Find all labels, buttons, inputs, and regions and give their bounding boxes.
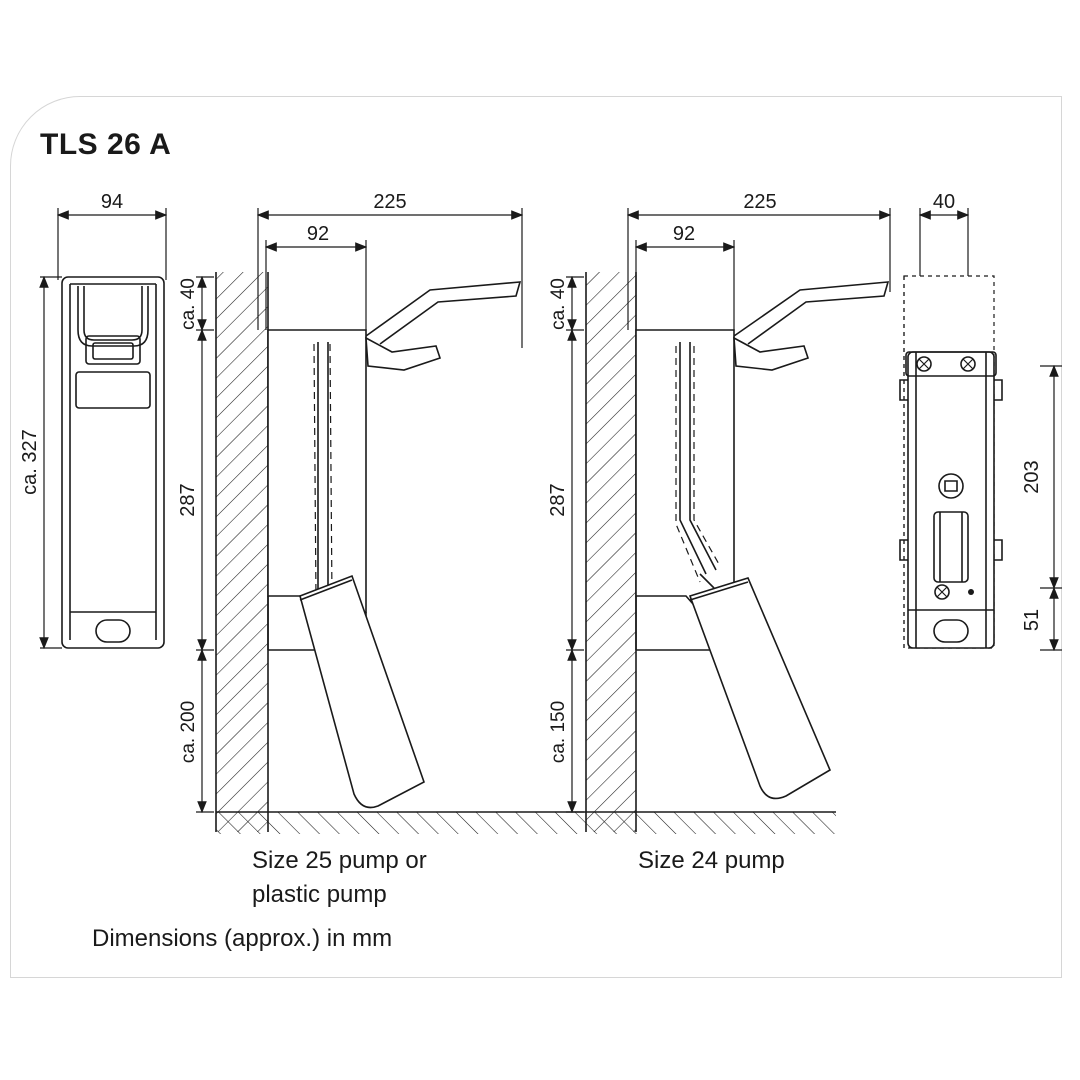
footnote: Dimensions (approx.) in mm <box>92 925 393 952</box>
caption-size-25-line1: Size 25 pump or <box>252 847 427 874</box>
page-title: TLS 26 A <box>40 128 172 161</box>
side-view-size-24-group <box>547 191 890 832</box>
side24-top-gap-label: ca. 40 <box>548 278 569 330</box>
side25-depth-total-label: 225 <box>373 191 407 213</box>
caption-size-24: Size 24 pump <box>638 847 785 874</box>
side25-body-height-label: 287 <box>177 483 199 517</box>
back-width-label: 40 <box>932 191 956 213</box>
side24-body-height-label: 287 <box>547 483 569 517</box>
back-height-label: 203 <box>1021 460 1043 494</box>
side25-clearance-label: ca. 200 <box>178 700 199 764</box>
front-width-label: 94 <box>100 191 124 213</box>
back-plate-view-group <box>900 191 1062 650</box>
caption-size-25-line2: plastic pump <box>252 881 387 908</box>
front-view-group <box>19 191 166 648</box>
back-lower-label: 51 <box>1021 608 1043 632</box>
side24-clearance-label: ca. 150 <box>548 700 569 764</box>
front-height-label: ca. 327 <box>19 429 41 495</box>
side-view-size-25-group <box>177 191 836 834</box>
side24-depth-body-label: 92 <box>672 223 696 245</box>
side24-depth-total-label: 225 <box>743 191 777 213</box>
side25-depth-body-label: 92 <box>306 223 330 245</box>
side25-top-gap-label: ca. 40 <box>178 278 199 330</box>
